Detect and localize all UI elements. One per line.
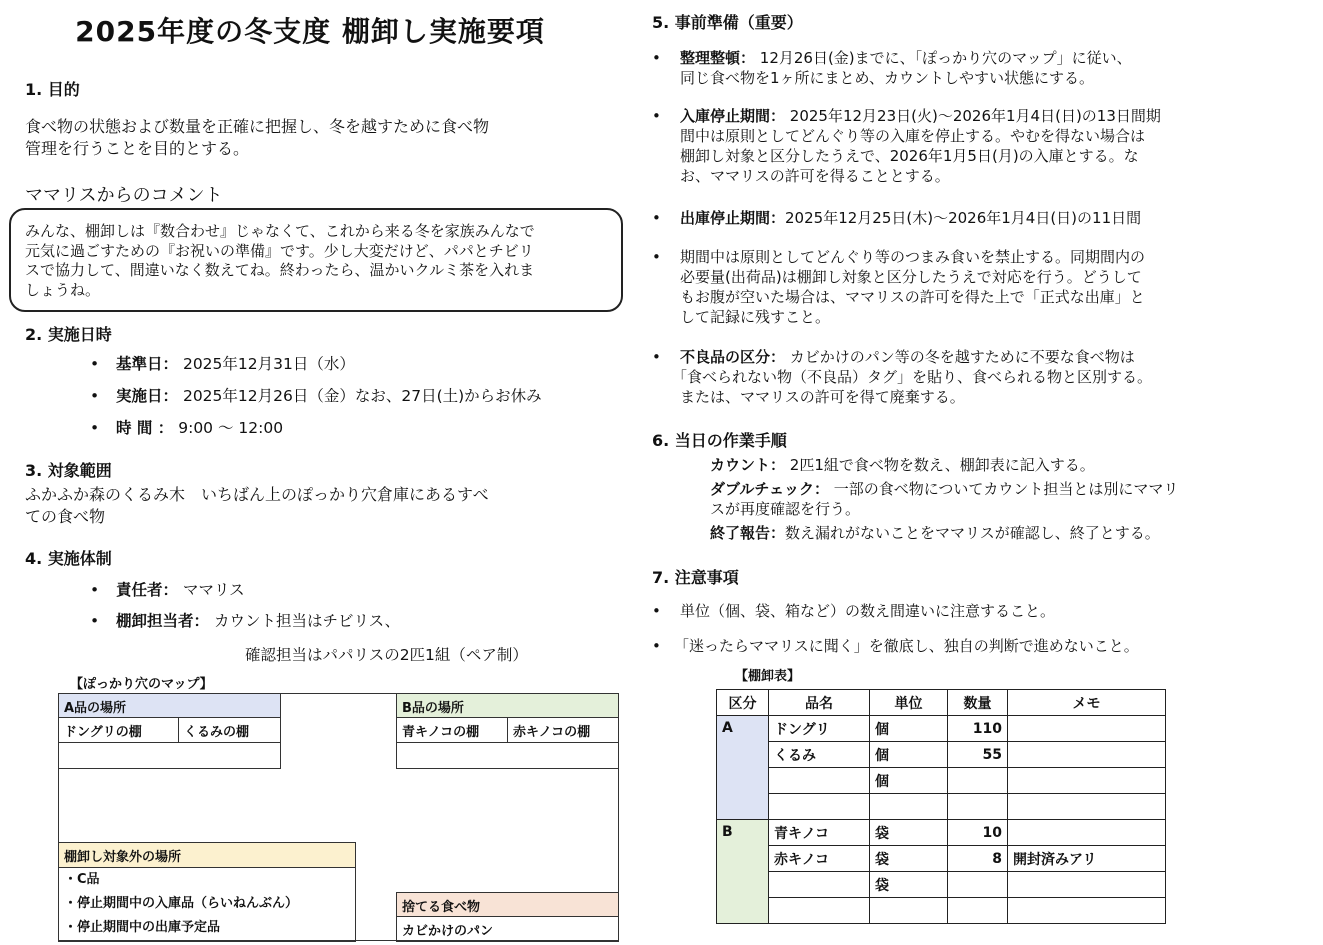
map-shelf-walnut: くるみの棚 xyxy=(178,717,281,743)
item-label: 責任者： xyxy=(116,581,179,599)
qty-cell[interactable]: 8 xyxy=(948,846,1008,872)
procedure-item xyxy=(710,455,1310,475)
table-row xyxy=(717,872,1166,898)
qty-cell[interactable] xyxy=(948,794,1008,820)
map-excluded-item: ・停止期間中の出庫予定品 xyxy=(64,920,221,935)
category-cell: A xyxy=(717,716,769,820)
item-line: 間中は原則としてどんぐり等の入庫を停止する。やむを得ない場合は xyxy=(680,127,1146,145)
procedure-item xyxy=(710,523,1310,543)
section-4-heading: 4. 実施体制 xyxy=(25,549,112,568)
table-row xyxy=(717,794,1166,820)
qty-cell[interactable] xyxy=(948,898,1008,924)
comment-line: しょうね。 xyxy=(25,280,101,299)
item-line: して記録に残すこと。 xyxy=(680,308,831,326)
bullet-icon: • xyxy=(652,637,661,655)
section-3-heading: 3. 対象範囲 xyxy=(25,461,112,480)
bullet-icon: • xyxy=(90,419,100,437)
item-label: ダブルチェック： xyxy=(710,480,829,498)
bullet-icon: • xyxy=(90,355,100,373)
table-row xyxy=(717,820,1166,846)
table-row xyxy=(717,846,1166,872)
map-shelf-blue-mushroom: 青キノコの棚 xyxy=(396,717,508,743)
map-excluded-list xyxy=(58,867,356,942)
item-value: カウント担当はチビリス、 xyxy=(213,612,401,630)
unit-cell[interactable]: 袋 xyxy=(870,872,948,898)
bullet-icon: • xyxy=(652,49,661,67)
item-value: 9:00 ～ 12:00 xyxy=(178,419,284,437)
memo-cell[interactable]: 開封済みアリ xyxy=(1008,846,1166,872)
item-line: 2匹1組で食べ物を数え、棚卸表に記入する。 xyxy=(785,456,1095,474)
item-line: 「食べられない物（不良品）タグ」を貼り、食べられる物と区別する。 xyxy=(672,368,1153,386)
map-shelf-red-mushroom: 赤キノコの棚 xyxy=(507,717,619,743)
item-line: カビかけのパン等の冬を越すために不要な食べ物は xyxy=(785,348,1135,366)
item-label: カウント： xyxy=(710,456,786,474)
memo-cell[interactable] xyxy=(1008,768,1166,794)
col-header-qty: 数量 xyxy=(948,690,1008,716)
item-label: 入庫停止期間： xyxy=(680,107,786,125)
comment-line: スで協力して、間違いなく数えてね。終わったら、温かいクルミ茶を入れま xyxy=(25,261,535,279)
item-line: 期間中は原則としてどんぐり等のつまみ食いを禁止する。同期間内の xyxy=(680,248,1146,266)
section-5-heading: 5. 事前準備（重要） xyxy=(652,13,803,32)
document-title: 2025年度の冬支度 棚卸し実施要項 xyxy=(75,15,545,48)
memo-cell[interactable] xyxy=(1008,794,1166,820)
staff-continuation: 確認担当はパパリスの2匹1組（ペア制） xyxy=(245,646,528,664)
item-name-cell[interactable]: くるみ xyxy=(769,742,870,768)
map-excluded-header: 棚卸し対象外の場所 xyxy=(58,842,356,868)
table-row xyxy=(717,742,1166,768)
inventory-table xyxy=(716,689,1166,924)
memo-cell[interactable] xyxy=(1008,742,1166,768)
comment-line: みんな、棚卸しは『数合わせ』じゃなくて、これから来る冬を家族みんなで xyxy=(25,222,535,240)
item-line: 一部の食べ物についてカウント担当とは別にママリ xyxy=(828,480,1179,498)
item-label: 不良品の区分： xyxy=(680,348,786,366)
memo-cell[interactable] xyxy=(1008,820,1166,846)
unit-cell[interactable] xyxy=(870,898,948,924)
item-line: スが再度確認を行う。 xyxy=(710,500,861,518)
item-line: 2025年12月23日(火)～2026年1月4日(日)の13日間期 xyxy=(785,107,1161,125)
bullet-icon: • xyxy=(652,348,661,366)
comment-line: 元気に過ごすための『お祝いの準備』です。少し大変だけど、パパとチビリ xyxy=(25,241,534,260)
unit-cell[interactable]: 個 xyxy=(870,768,948,794)
item-line: もお腹が空いた場合は、ママリスの許可を得た上で「正式な出庫」と xyxy=(680,288,1145,306)
col-header-category: 区分 xyxy=(717,690,769,716)
table-row xyxy=(717,716,1166,742)
map-discard-header: 捨てる食べ物 xyxy=(396,892,619,917)
section-1-body-line2: 管理を行うことを目的とする。 xyxy=(25,139,250,158)
item-name-cell[interactable] xyxy=(769,898,870,924)
map-a-empty xyxy=(58,742,281,769)
procedure-list xyxy=(710,455,1310,543)
section-3-body-line2: ての食べ物 xyxy=(25,507,106,526)
qty-cell[interactable]: 10 xyxy=(948,820,1008,846)
item-name-cell[interactable]: 青キノコ xyxy=(769,820,870,846)
item-line: 必要量(出荷品)は棚卸し対象と区分したうえで対応を行う。どうして xyxy=(680,268,1142,286)
item-value: 2025年12月26日（金）なお、27日(土)からお休み xyxy=(182,387,542,405)
bullet-icon: • xyxy=(90,387,100,405)
item-line: 棚卸し対象と区分したうえで、2026年1月5日(月)の入庫とする。な xyxy=(680,147,1139,165)
map-excluded-item: ・停止期間中の入庫品（らいねんぶん） xyxy=(64,896,299,911)
col-header-unit: 単位 xyxy=(870,690,948,716)
unit-cell[interactable] xyxy=(870,794,948,820)
bullet-icon: • xyxy=(652,248,661,266)
qty-cell[interactable] xyxy=(948,768,1008,794)
item-name-cell[interactable]: ドングリ xyxy=(769,716,870,742)
table-row xyxy=(717,898,1166,924)
item-line: 12月26日(金)までに、「ぽっかり穴のマップ」に従い、 xyxy=(755,49,1132,67)
qty-cell[interactable]: 110 xyxy=(948,716,1008,742)
unit-cell[interactable]: 個 xyxy=(870,742,948,768)
item-line: 同じ食べ物を1ヶ所にまとめ、カウントしやすい状態にする。 xyxy=(680,69,1094,87)
item-label: 出庫停止期間： xyxy=(680,209,786,227)
item-name-cell[interactable] xyxy=(769,872,870,898)
item-line: 2025年12月25日(木)～2026年1月4日(日)の11日間 xyxy=(785,209,1142,227)
bullet-icon: • xyxy=(652,107,661,125)
map-a-header: A品の場所 xyxy=(58,693,281,718)
hole-map xyxy=(58,693,619,941)
item-label: 実施日： xyxy=(116,387,179,405)
table-row xyxy=(717,768,1166,794)
bullet-icon: • xyxy=(652,209,661,227)
map-excluded-item: ・C品 xyxy=(64,872,100,887)
map-discard-item: カビかけのパン xyxy=(396,916,619,942)
memo-cell[interactable] xyxy=(1008,872,1166,898)
bullet-icon: • xyxy=(90,581,100,599)
map-b-header: B品の場所 xyxy=(396,693,619,718)
item-label: 棚卸担当者： xyxy=(116,612,210,630)
section-2-heading: 2. 実施日時 xyxy=(25,325,112,344)
item-line: または、ママリスの許可を得て廃棄する。 xyxy=(680,388,965,406)
qty-cell[interactable]: 55 xyxy=(948,742,1008,768)
caution-text: 「迷ったらママリスに聞く」を徹底し、独自の判断で進めないこと。 xyxy=(674,637,1139,655)
comment-text xyxy=(25,222,619,300)
unit-cell[interactable]: 袋 xyxy=(870,846,948,872)
inventory-header-row xyxy=(717,690,1166,716)
section-7-heading: 7. 注意事項 xyxy=(652,568,739,587)
item-value: 2025年12月31日（水） xyxy=(182,355,355,373)
section-6-heading: 6. 当日の作業手順 xyxy=(652,431,787,450)
item-label: 時 間 ： xyxy=(116,419,174,437)
map-shelf-acorn: ドングリの棚 xyxy=(58,717,179,743)
item-line: 数え漏れがないことをママリスが確認し、終了とする。 xyxy=(785,524,1160,542)
qty-cell[interactable] xyxy=(948,872,1008,898)
comment-heading: ママリスからのコメント xyxy=(25,185,223,206)
inventory-label: 【棚卸表】 xyxy=(735,669,801,684)
item-label: 終了報告： xyxy=(710,524,786,542)
unit-cell[interactable]: 個 xyxy=(870,716,948,742)
bullet-icon: • xyxy=(90,612,100,630)
caution-text: 単位（個、袋、箱など）の数え間違いに注意すること。 xyxy=(680,602,1056,620)
item-name-cell[interactable]: 赤キノコ xyxy=(769,846,870,872)
memo-cell[interactable] xyxy=(1008,898,1166,924)
item-value: ママリス xyxy=(182,581,245,599)
map-label: 【ぽっかり穴のマップ】 xyxy=(70,677,213,692)
category-cell: B xyxy=(717,820,769,924)
unit-cell[interactable]: 袋 xyxy=(870,820,948,846)
item-line: お、ママリスの許可を得ることとする。 xyxy=(680,167,950,185)
item-name-cell[interactable] xyxy=(769,768,870,794)
item-name-cell[interactable] xyxy=(769,794,870,820)
section-1-body-line1: 食べ物の状態および数量を正確に把握し、冬を越すために食べ物 xyxy=(25,117,490,136)
bullet-icon: • xyxy=(652,602,661,620)
memo-cell[interactable] xyxy=(1008,716,1166,742)
item-label: 基準日： xyxy=(116,355,179,373)
section-3-body-line1: ふかふか森のくるみ木 いちばん上のぽっかり穴倉庫にあるすべ xyxy=(25,485,489,504)
col-header-memo: メモ xyxy=(1008,690,1166,716)
procedure-item xyxy=(710,479,1310,499)
col-header-item: 品名 xyxy=(769,690,870,716)
section-1-heading: 1. 目的 xyxy=(25,80,80,99)
map-b-empty xyxy=(396,742,619,769)
item-label: 整理整頓： xyxy=(680,49,756,67)
